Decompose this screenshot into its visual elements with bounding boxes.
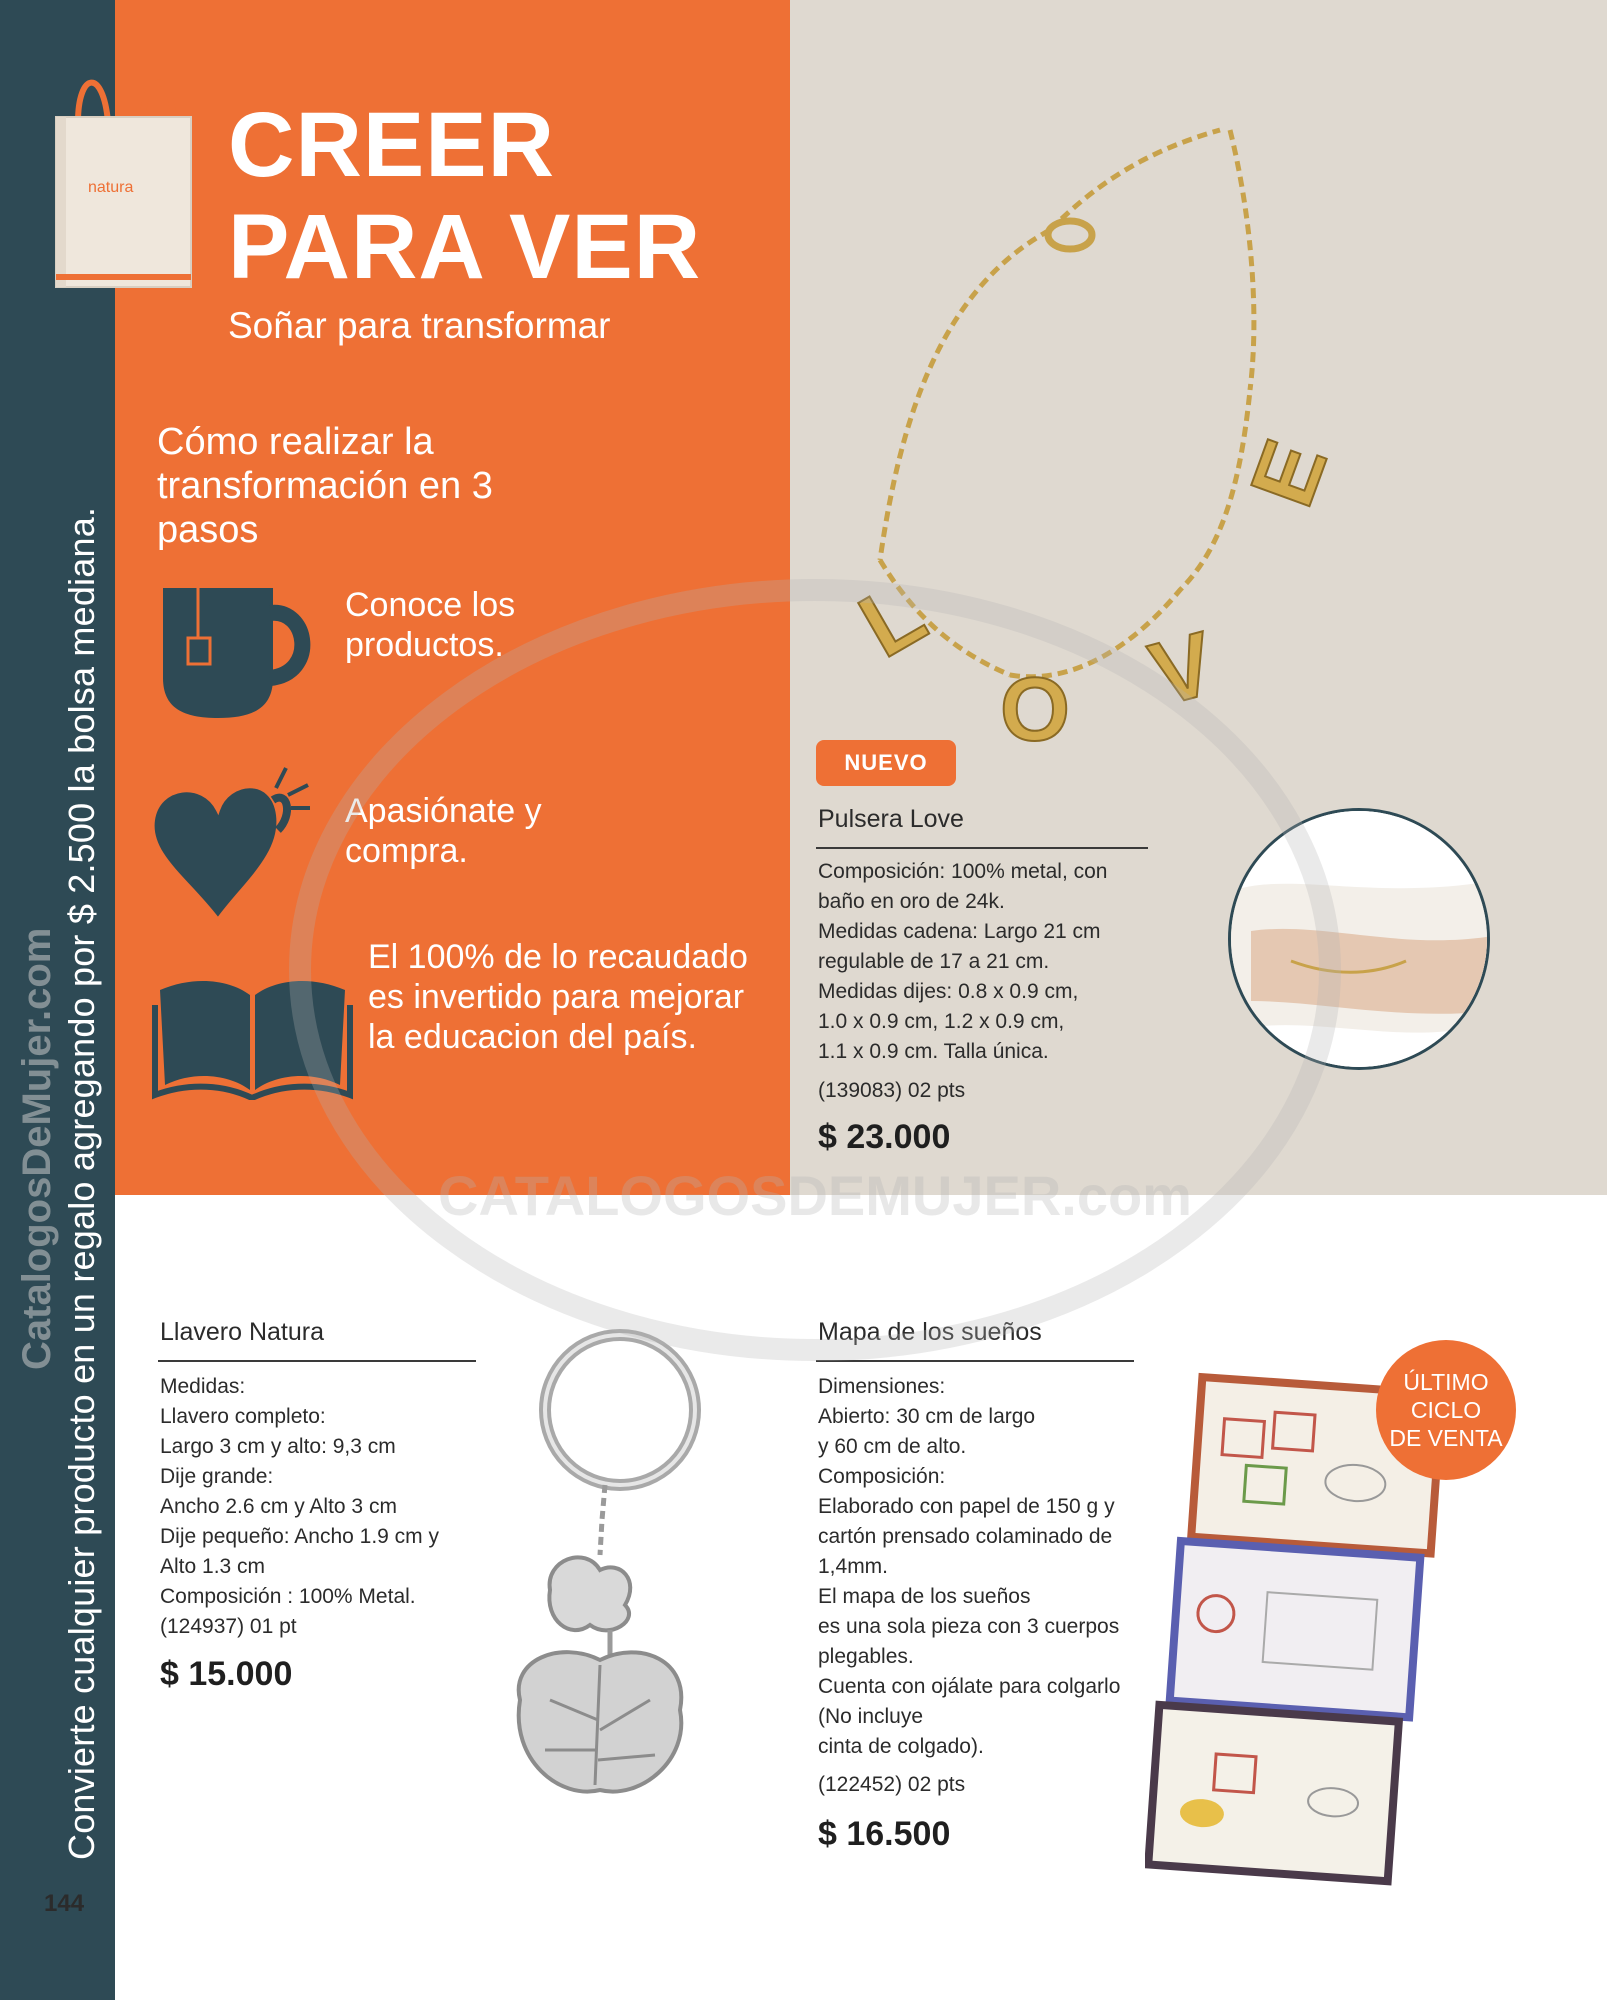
spec-line: y 60 cm de alto. xyxy=(818,1435,967,1458)
spec-line: Alto 1.3 cm xyxy=(160,1555,266,1578)
spec-line: Medidas dijes: 0.8 x 0.9 cm, xyxy=(818,980,1079,1003)
pulsera-divider xyxy=(816,847,1148,849)
bag-logo-text: natura xyxy=(88,179,134,196)
spec-line: Dije pequeño: Ancho 1.9 cm y xyxy=(160,1525,440,1548)
last-sales-cycle-badge xyxy=(1376,1340,1516,1480)
spec-line: (124937) 01 pt xyxy=(160,1615,297,1638)
charm-letter-e: E xyxy=(1232,428,1347,519)
spec-line: Medidas cadena: Largo 21 cm xyxy=(818,920,1101,943)
spec-line: Largo 3 cm y alto: 9,3 cm xyxy=(160,1435,396,1458)
spec-line: 1.1 x 0.9 cm. Talla única. xyxy=(818,1040,1049,1063)
hero-title-line-2: PARA VER xyxy=(228,196,702,298)
spec-line: cartón prensado colaminado de xyxy=(818,1525,1113,1548)
spec-line: baño en oro de 24k. xyxy=(818,890,1005,913)
spec-line: Llavero completo: xyxy=(160,1405,326,1428)
hero-title-line-1: CREER xyxy=(228,94,556,196)
wrist-wearing-bracelet-photo xyxy=(1228,808,1490,1070)
charm-letter-v: V xyxy=(1140,613,1225,726)
mapa-divider xyxy=(816,1360,1134,1362)
mug-icon xyxy=(158,583,313,723)
hero-subtitle: Soñar para transformar xyxy=(228,305,611,346)
pulsera-price: $ 23.000 xyxy=(818,1118,951,1156)
badge-line: ÚLTIMO xyxy=(1403,1369,1489,1395)
spec-line: cinta de colgado). xyxy=(818,1735,984,1758)
spec-line: 1,4mm. xyxy=(818,1555,889,1578)
steps-heading: Cómo realizar la transformación en 3 pasos xyxy=(157,421,493,551)
llavero-price: $ 15.000 xyxy=(160,1655,293,1693)
mapa-price: $ 16.500 xyxy=(818,1815,951,1853)
spec-line: Ancho 2.6 cm y Alto 3 cm xyxy=(160,1495,397,1518)
spec-line: Composición : 100% Metal. xyxy=(160,1585,416,1608)
spec-line: El mapa de los sueños xyxy=(818,1585,1031,1608)
natura-gift-bag-image xyxy=(48,62,198,292)
pulsera-product-code: (139083) 02 pts xyxy=(818,1079,966,1102)
keychain-image xyxy=(490,1320,730,1840)
llavero-product-name: Llavero Natura xyxy=(160,1318,324,1346)
spec-line: Abierto: 30 cm de largo xyxy=(818,1405,1036,1428)
spec-line: Composición: 100% metal, con xyxy=(818,860,1108,883)
pulsera-product-name: Pulsera Love xyxy=(818,805,964,833)
spec-line: 1.0 x 0.9 cm, 1.2 x 0.9 cm, xyxy=(818,1010,1065,1033)
llavero-divider xyxy=(158,1360,476,1362)
watermark-text: CATALOGOSDEMUJER.com xyxy=(438,1164,1192,1227)
new-badge: NUEVO xyxy=(816,740,956,786)
charm-letter-o: O xyxy=(1000,660,1071,750)
spec-line: Medidas: xyxy=(160,1375,246,1398)
gift-bag-promo-text: Convierte cualquier producto en un regalo agregando por $ 2.500 la bolsa mediana. xyxy=(61,506,102,1860)
spec-line: Dimensiones: xyxy=(818,1375,946,1398)
badge-line: CICLO xyxy=(1410,1397,1482,1423)
open-book-icon xyxy=(150,970,355,1100)
left-sidebar xyxy=(0,0,115,2000)
badge-line: DE VENTA xyxy=(1389,1425,1503,1451)
spec-line: Dije grande: xyxy=(160,1465,274,1488)
pulsera-specs xyxy=(818,857,1148,1067)
love-bracelet-image xyxy=(820,90,1520,750)
spec-line: es una sola pieza con 3 cuerpos xyxy=(818,1615,1120,1638)
mapa-specs xyxy=(818,1372,1158,1762)
spec-line: Composición: xyxy=(818,1465,946,1488)
spec-line: Cuenta con ojálate para colgarlo xyxy=(818,1675,1121,1698)
sidebar-watermark: CatalogosDeMujer.com xyxy=(15,927,59,1370)
step-3-text: El 100% de lo recaudado es invertido para mejorar la educacion del país. xyxy=(368,938,748,1056)
spec-line: (No incluye xyxy=(818,1705,924,1728)
mapa-product-code: (122452) 02 pts xyxy=(818,1773,966,1796)
llavero-specs xyxy=(160,1372,480,1642)
spec-line: Elaborado con papel de 150 g y xyxy=(818,1495,1115,1518)
spec-line: plegables. xyxy=(818,1645,914,1668)
page-number: 144 xyxy=(44,1890,85,1917)
step-2-text: Apasiónate y compra. xyxy=(345,792,542,870)
spec-line: regulable de 17 a 21 cm. xyxy=(818,950,1050,973)
charm-letter-l: L xyxy=(844,562,942,677)
heart-icon xyxy=(148,760,313,925)
mapa-product-name: Mapa de los sueños xyxy=(818,1318,1042,1346)
step-1-text: Conoce los productos. xyxy=(345,586,516,664)
